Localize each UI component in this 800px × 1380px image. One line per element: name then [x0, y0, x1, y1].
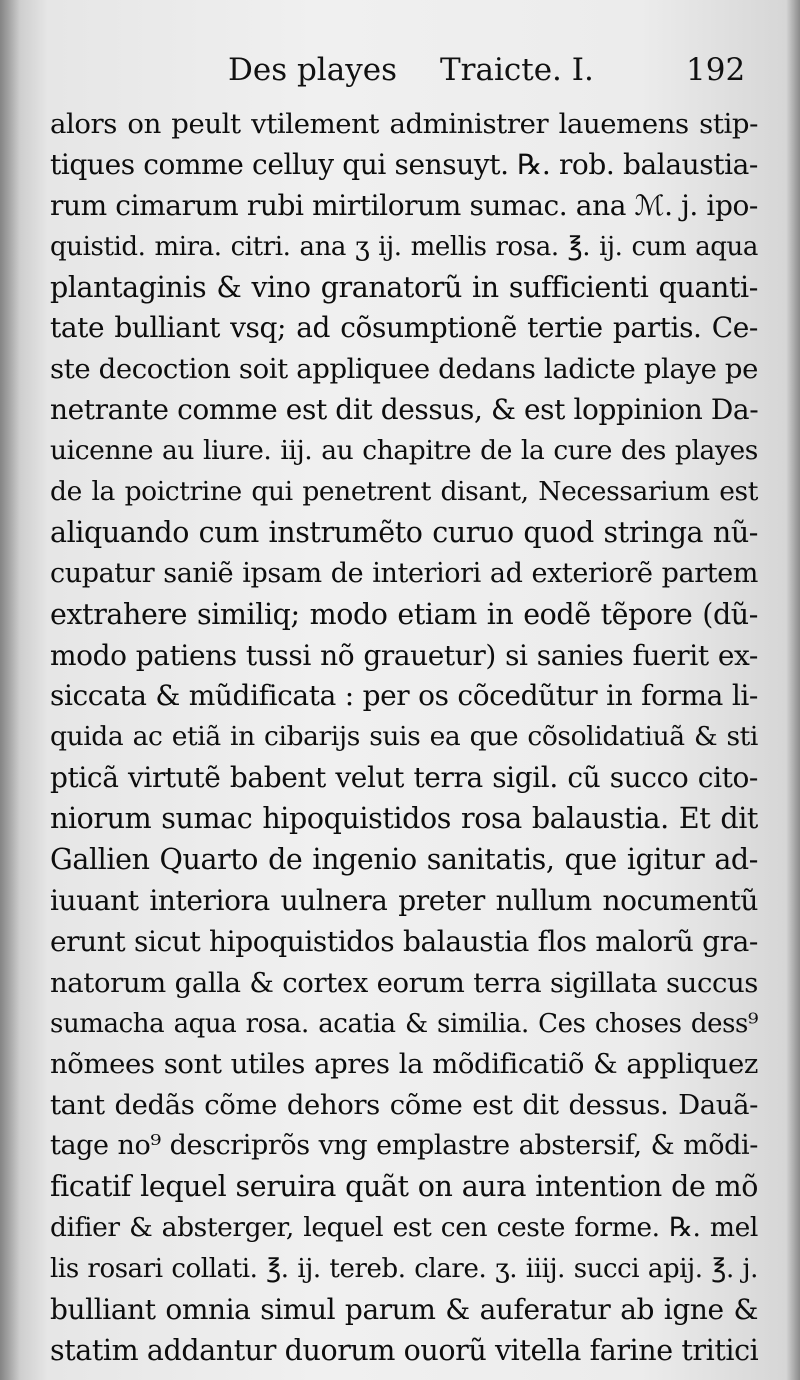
text-line: ste decoction soit appliquee dedans ladicte playe pe: [50, 353, 758, 386]
page-gutter-shadow: [0, 0, 20, 1380]
text-line: netrante comme est dit dessus, & est loppinion Da-: [50, 393, 758, 427]
text-line: uicenne au liure. iij. au chapitre de la cure des playes: [50, 435, 758, 467]
text-line: bulliant omnia simul parum & auferatur ab igne &: [50, 1292, 758, 1326]
text-line: aliquando cum instrumẽto curuo quod stringa nũ-: [50, 515, 758, 549]
header-section-title: Des playes: [228, 52, 397, 88]
text-line: Gallien Quarto de ingenio sanitatis, que igitur ad-: [50, 843, 758, 877]
header-treatise-label: Traicte. I.: [440, 52, 594, 88]
text-line: tage no⁹ descriprõs vng emplastre abstersif, & mõdi-: [50, 1130, 758, 1162]
text-line: difier & absterger, lequel est cen ceste forme. ℞. mel: [50, 1212, 758, 1244]
text-line: nõmees sont utiles apres la mõdificatiõ & appliquez: [50, 1048, 758, 1081]
text-line: pticã virtutẽ babent velut terra sigil. cũ succo cito-: [50, 761, 758, 795]
text-line: ficatif lequel seruira quãt on aura intention de mõ: [50, 1170, 758, 1204]
text-line: modo patiens tussi nõ grauetur) si sanies fuerit ex-: [50, 638, 758, 672]
text-line: natorum galla & cortex eorum terra sigillata succus: [50, 966, 758, 999]
text-line: tate bulliant vsq; ad cõsumptionẽ tertie partis. Ce-: [50, 311, 758, 345]
text-line: tiques comme celluy qui sensuyt. ℞. rob. balaustia-: [50, 147, 758, 181]
text-line: tant dedãs cõme dehors cõme est dit dessus. Dauã-: [50, 1089, 758, 1122]
text-line: iuuant interiora uulnera preter nullum nocumentũ: [50, 883, 758, 917]
text-line: quistid. mira. citri. ana ʒ ij. mellis rosa. ℥. ij. cum aqua: [50, 231, 758, 262]
text-line: rum cimarum rubi mirtilorum sumac. ana ℳ. j. ipo-: [50, 188, 758, 222]
text-line: lis rosari collati. ℥. ij. tereb. clare. ʒ. iiij. succi apij. ℥. j.: [50, 1253, 758, 1284]
text-line: quida ac etiã in cibarijs suis ea que cõsolidatiuã & sti: [50, 721, 758, 753]
text-line: niorum sumac hipoquistidos rosa balaustia. Et dit: [50, 802, 758, 836]
text-line: plantaginis & vino granatorũ in sufficienti quanti-: [50, 270, 758, 304]
text-line: extrahere similiq; modo etiam in eodẽ tẽpore (dũ-: [50, 597, 758, 631]
text-line: statim addantur duorum ouorũ vitella farine tritici: [50, 1333, 758, 1367]
text-line: alors on peult vtilement administrer lauemens stip-: [50, 108, 758, 140]
text-line: cupatur saniẽ ipsam de interiori ad exteriorẽ partem: [50, 557, 758, 589]
body-text: [50, 104, 758, 1372]
text-line: erunt sicut hipoquistidos balaustia flos malorũ gra-: [50, 924, 758, 958]
text-line: de la poictrine qui penetrent disant, Necessarium est: [50, 476, 758, 508]
text-line: siccata & mũdificata : per os cõcedũtur in forma li-: [50, 679, 758, 713]
page-edge-shadow: [786, 0, 800, 1380]
running-header: [0, 52, 800, 102]
text-line: sumacha aqua rosa. acatia & similia. Ces choses dess⁹: [50, 1008, 758, 1039]
page-number: 192: [686, 52, 746, 88]
